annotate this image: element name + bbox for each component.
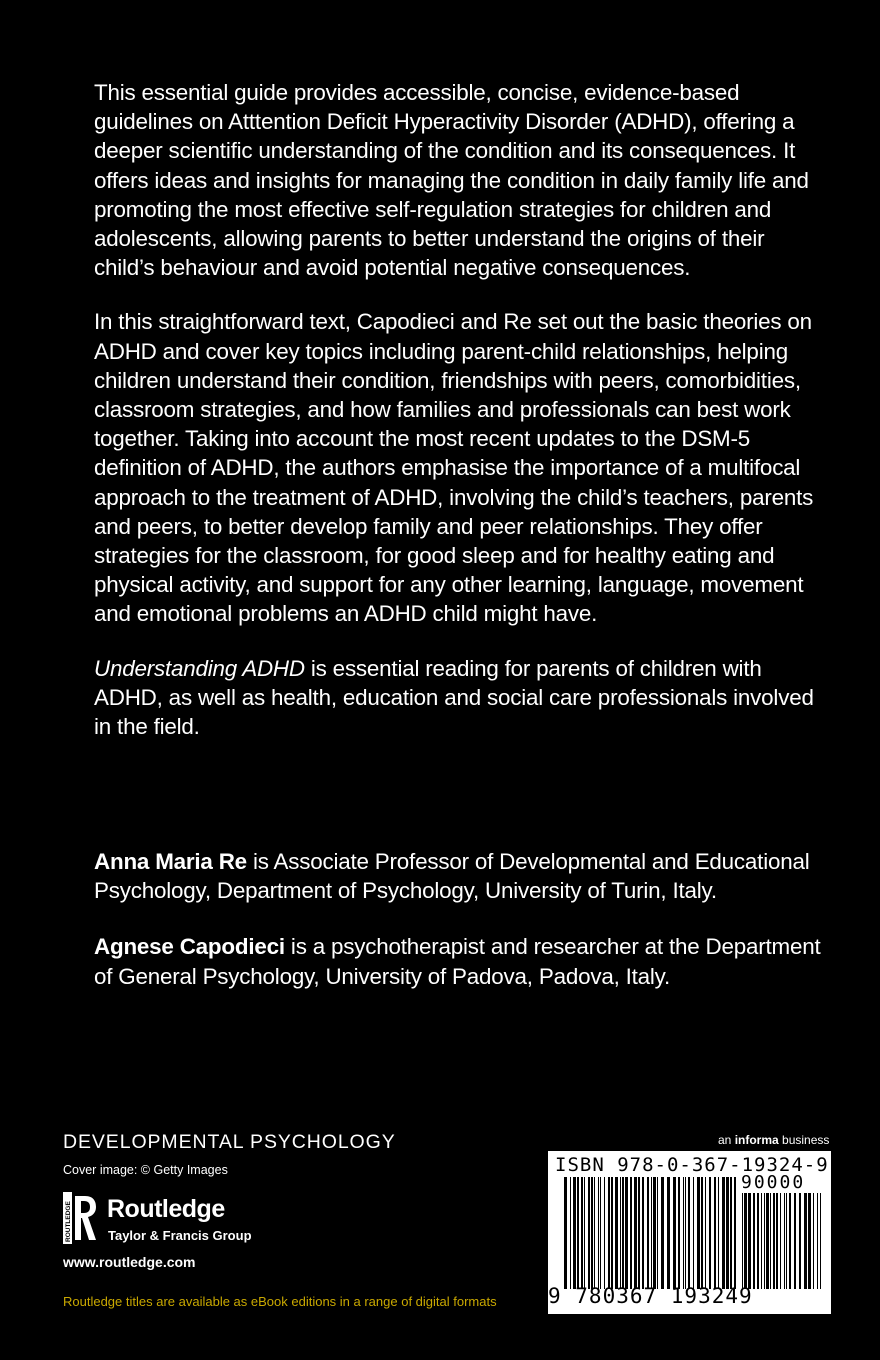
barcode-bar (685, 1177, 686, 1289)
barcode-bar (780, 1193, 781, 1289)
informa-business-label (718, 1133, 829, 1147)
barcode-bar (657, 1177, 658, 1289)
barcode-bar (804, 1193, 807, 1289)
barcode-bar (667, 1177, 670, 1289)
barcode-bar (766, 1193, 769, 1289)
barcode-bar (786, 1193, 787, 1289)
ebook-availability-note: Routledge titles are available as eBook editions in a range of digital formats (63, 1294, 497, 1309)
barcode-bar (764, 1193, 765, 1289)
barcode-bar (620, 1177, 621, 1289)
subject-category: DEVELOPMENTAL PSYCHOLOGY (63, 1131, 396, 1153)
blurb-paragraph-2: In this straightforward text, Capodieci and Re set out the basic theories on ADHD and cover key topics including parent-child relationships, helping children understand their condition, friendships with peers, comorbidities, classroom strategies, and how families and professionals can best work together. Taking into account the most recent updates to the DSM-5 definition of ADHD, the authors emphasise the importance of a multifocal approach to the treatment of ADHD, involving the child’s teachers, parents and peers, to better develop family and peer relationships. They offer strategies for the classroom, for good sleep and for healthy eating and physical activity, and support for any other learning, language, movement and emotional problems an ADHD child might have. (94, 309, 814, 627)
blurb-paragraph-3-text: is essential reading for parents of children with ADHD, as well as health, education and social care professionals involved in the field. (94, 655, 814, 740)
author-bio-1 (94, 847, 834, 905)
barcode-bar (604, 1177, 605, 1289)
barcode-bar (722, 1177, 725, 1289)
barcode-bar (634, 1177, 637, 1289)
barcode-bar (611, 1177, 613, 1289)
barcode-bar (591, 1177, 593, 1289)
barcode-bar (770, 1193, 771, 1289)
routledge-r-logo-icon (63, 1192, 97, 1244)
barcode-bar (773, 1193, 775, 1289)
isbn-label: ISBN 978-0-367-19324-9 (555, 1154, 829, 1176)
barcode-bar (714, 1177, 716, 1289)
barcode-bar (683, 1177, 684, 1289)
barcode-bar (701, 1177, 703, 1289)
addon-bars (742, 1193, 822, 1289)
barcode-bar (748, 1193, 751, 1289)
barcode-bar (570, 1177, 571, 1289)
barcode-bar (718, 1177, 719, 1289)
informa-suffix: business (778, 1133, 830, 1147)
barcode-bar (647, 1177, 649, 1289)
informa-brand: informa (734, 1133, 779, 1147)
blurb-paragraph-1: This essential guide provides accessible, concise, evidence-based guidelines on Atttention Deficit Hyperactivity Disorder (ADHD), offering a deeper scientific understanding of the condition and its consequences. It offers ideas and insights for managing the condition in daily family life and promoting the most effective self-regulation strategies for children and adolescents, allowing parents to better understand the origins of their child’s behaviour and avoid potential negative consequences. (94, 80, 809, 281)
barcode-bar (673, 1177, 676, 1289)
barcode-bar (588, 1177, 590, 1289)
barcode-bar (661, 1177, 664, 1289)
barcode-bar (709, 1177, 711, 1289)
barcode-bar (584, 1177, 585, 1289)
author-bio-text: is a psychotherapist and researcher at the Department of General Psychology, University of Padova, Padova, Italy. (94, 934, 821, 989)
barcode-bar (794, 1193, 796, 1289)
barcode-bar (651, 1177, 652, 1289)
barcode-bar (622, 1177, 624, 1289)
publisher-website[interactable]: www.routledge.com (63, 1254, 196, 1270)
barcode-bar (630, 1177, 632, 1289)
ean13-bars (564, 1177, 736, 1289)
informa-prefix: an (718, 1133, 735, 1147)
barcode-bar (653, 1177, 656, 1289)
barcode-bar (761, 1193, 762, 1289)
isbn-barcode (548, 1151, 831, 1314)
barcode-bar (608, 1177, 610, 1289)
barcode-bar (808, 1193, 811, 1289)
author-name: Agnese Capodieci (94, 934, 285, 960)
barcode-bar (744, 1193, 747, 1289)
author-bio-text: is Associate Professor of Developmental and Educational Psychology, Department of Psychology, University of Turin, Italy. (94, 849, 810, 904)
barcode-bar (813, 1193, 814, 1289)
barcode-bar (638, 1177, 640, 1289)
barcode-bar (577, 1177, 579, 1289)
barcode-digits: 9 780367 193249 (548, 1284, 753, 1308)
author-bio-2 (94, 932, 834, 990)
author-bios (94, 847, 834, 1018)
barcode-bar (625, 1177, 628, 1289)
barcode-bar (573, 1177, 576, 1289)
barcode-bar (581, 1177, 583, 1289)
barcode-bar (705, 1177, 706, 1289)
publisher-group: Taylor & Francis Group (108, 1228, 252, 1243)
barcode-bar (600, 1177, 601, 1289)
blurb-paragraph-3 (94, 654, 824, 742)
barcode-bar (726, 1177, 729, 1289)
barcode-bar (784, 1193, 785, 1289)
publisher-name: Routledge (107, 1195, 225, 1223)
logo-vertical-text: ROUTLEDGE (65, 1201, 72, 1242)
barcode-bar (642, 1177, 644, 1289)
barcode-bar (598, 1177, 599, 1289)
barcode-bar (757, 1193, 759, 1289)
cover-image-credit: Cover image: © Getty Images (63, 1163, 228, 1177)
price-code: 90000 (741, 1172, 806, 1193)
barcode-bar (817, 1193, 818, 1289)
barcode-bar (564, 1177, 567, 1289)
barcode-bar (776, 1193, 778, 1289)
barcode-bar (615, 1177, 618, 1289)
barcode-bar (693, 1177, 694, 1289)
barcode-bar (820, 1193, 821, 1289)
barcode-bar (734, 1177, 736, 1289)
barcode-bar (730, 1177, 732, 1289)
barcode-bar (697, 1177, 700, 1289)
author-name: Anna Maria Re (94, 849, 247, 874)
book-title-italic: Understanding ADHD (94, 655, 305, 681)
barcode-bar (799, 1193, 801, 1289)
barcode-bar (678, 1177, 680, 1289)
barcode-bar (789, 1193, 791, 1289)
barcode-bar (688, 1177, 690, 1289)
back-cover-blurb (94, 78, 824, 741)
barcode-bar (594, 1177, 595, 1289)
barcode-bar (742, 1193, 743, 1289)
barcode-bar (753, 1193, 755, 1289)
